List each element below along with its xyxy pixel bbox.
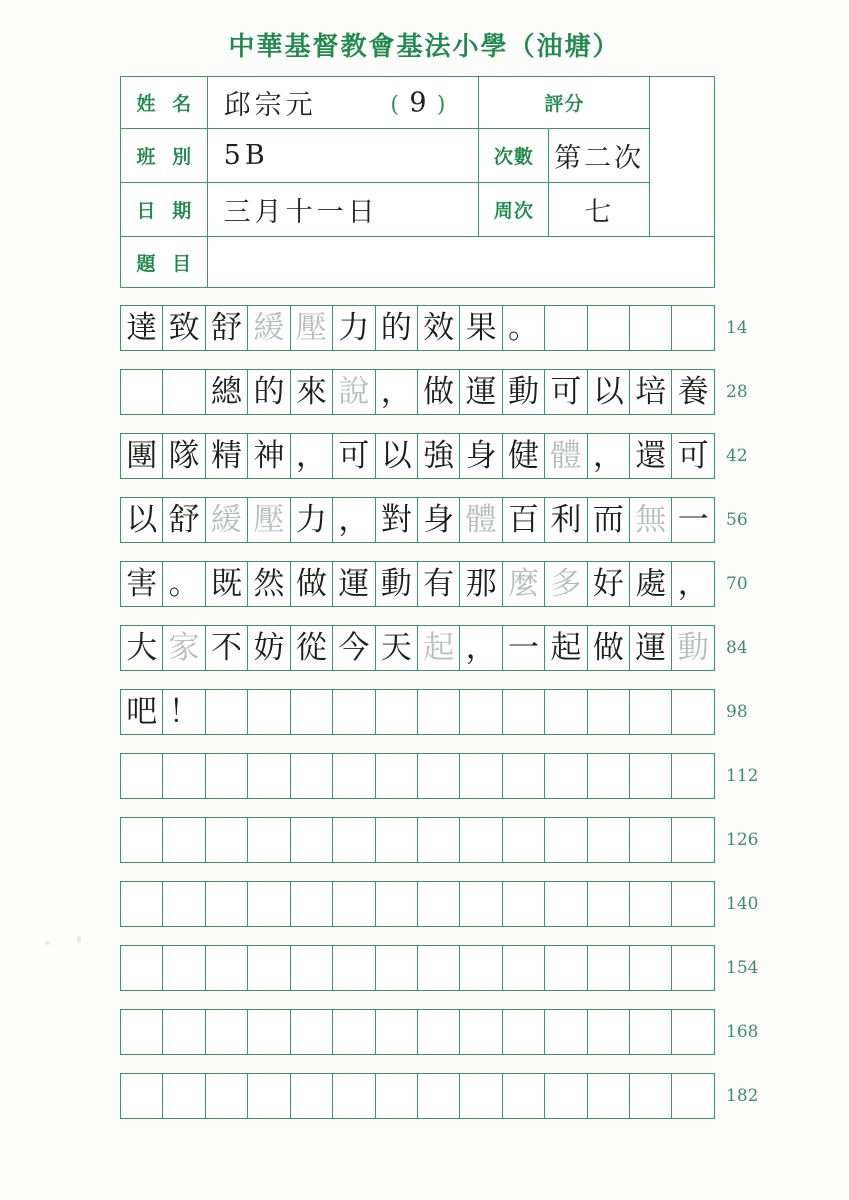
writing-cell[interactable]: 可 — [677, 437, 709, 474]
writing-cell[interactable] — [248, 882, 290, 926]
writing-cell[interactable]: 來 — [291, 370, 333, 414]
table-row-name — [121, 77, 715, 129]
writing-cell[interactable]: 動 — [677, 629, 709, 666]
writing-cell[interactable] — [672, 1074, 713, 1118]
writing-cell[interactable] — [672, 306, 713, 350]
writing-cell[interactable] — [333, 690, 375, 734]
writing-row-cells — [120, 305, 715, 351]
writing-cell[interactable] — [121, 754, 163, 798]
writing-cell[interactable] — [333, 946, 375, 990]
label-date: 日 期 — [121, 183, 208, 237]
writing-cell[interactable]: 身 — [418, 498, 460, 542]
writing-cell[interactable]: 壓 — [248, 498, 290, 542]
writing-cell[interactable]: 一 — [503, 626, 545, 670]
writing-cell[interactable] — [630, 882, 672, 926]
writing-cell[interactable]: 的 — [376, 306, 418, 350]
writing-cell[interactable] — [163, 882, 205, 926]
writing-cell[interactable]: 運 — [460, 370, 502, 414]
writing-cell[interactable] — [418, 754, 460, 798]
writing-cell[interactable]: 妨 — [248, 626, 290, 670]
writing-cell[interactable]: 精 — [206, 434, 248, 478]
writing-row — [120, 497, 780, 543]
writing-cell[interactable] — [630, 306, 672, 350]
writing-cell[interactable]: 體 — [545, 434, 587, 478]
writing-cell[interactable]: 吧 — [121, 690, 163, 734]
writing-row-cells — [120, 689, 715, 735]
writing-cell[interactable]: 從 — [291, 626, 333, 670]
writing-cell[interactable]: 緩 — [248, 306, 290, 350]
row-character-count: 126 — [726, 830, 759, 850]
row-character-count: 140 — [726, 894, 759, 914]
school-title: 中華基督教會基法小學（油塘） — [228, 32, 621, 62]
writing-cell[interactable] — [376, 754, 418, 798]
writing-cell[interactable] — [503, 1074, 545, 1118]
writing-cell[interactable] — [206, 754, 248, 798]
writing-cell[interactable] — [460, 818, 502, 862]
writing-cell[interactable]: 那 — [460, 562, 502, 606]
writing-row — [120, 1073, 780, 1119]
writing-cell[interactable] — [545, 946, 587, 990]
table-row-class — [121, 129, 715, 183]
writing-cell[interactable] — [503, 690, 545, 734]
writing-cell[interactable]: 無 — [630, 498, 672, 542]
writing-cell[interactable]: 培 — [630, 370, 672, 414]
writing-cell[interactable]: 體 — [460, 498, 502, 542]
writing-row-cells — [120, 369, 715, 415]
writing-cell[interactable]: 天 — [376, 626, 418, 670]
writing-cell[interactable] — [163, 1010, 205, 1054]
label-week: 周次 — [478, 183, 549, 237]
writing-cell[interactable] — [121, 370, 163, 414]
label-name: 姓 名 — [121, 77, 208, 129]
writing-row-cells — [120, 433, 715, 479]
writing-cell[interactable] — [163, 818, 205, 862]
writing-cell[interactable] — [376, 882, 418, 926]
writing-cell[interactable] — [206, 946, 248, 990]
writing-cell[interactable]: 可 — [333, 434, 375, 478]
writing-cell[interactable]: 健 — [503, 434, 545, 478]
writing-cell[interactable]: 利 — [545, 498, 587, 542]
writing-cell[interactable]: 力 — [333, 306, 375, 350]
writing-cell[interactable] — [503, 818, 545, 862]
writing-cell[interactable] — [545, 882, 587, 926]
writing-row-cells — [120, 881, 715, 927]
writing-cell[interactable] — [418, 1074, 460, 1118]
writing-cell[interactable]: 效 — [418, 306, 460, 350]
table-row-topic — [121, 237, 715, 288]
writing-cell[interactable] — [376, 818, 418, 862]
writing-row-cells — [120, 753, 715, 799]
writing-row-cells — [120, 1073, 715, 1119]
row-character-count: 56 — [726, 510, 748, 530]
paren-open: ( — [390, 92, 403, 117]
writing-cell[interactable]: 動 — [376, 562, 418, 606]
value-name: 邱宗元 — [223, 90, 317, 121]
writing-cell[interactable] — [333, 1074, 375, 1118]
label-times: 次數 — [478, 129, 549, 183]
writing-cell[interactable] — [248, 946, 290, 990]
writing-grid — [120, 305, 780, 1137]
writing-cell[interactable]: 神 — [248, 434, 290, 478]
writing-cell[interactable] — [248, 1010, 290, 1054]
writing-cell[interactable] — [206, 818, 248, 862]
writing-cell[interactable] — [333, 818, 375, 862]
writing-cell[interactable]: 。 — [503, 306, 545, 350]
writing-cell[interactable]: 緩 — [206, 498, 248, 542]
writing-cell[interactable] — [460, 1010, 502, 1054]
writing-cell[interactable]: 家 — [163, 626, 205, 670]
writing-cell[interactable] — [545, 690, 587, 734]
writing-cell[interactable] — [630, 1074, 672, 1118]
writing-cell[interactable] — [333, 1010, 375, 1054]
writing-cell[interactable] — [545, 1074, 587, 1118]
writing-cell[interactable]: 養 — [677, 373, 709, 410]
writing-cell[interactable]: ， — [588, 434, 630, 478]
writing-cell[interactable] — [588, 818, 630, 862]
writing-cell[interactable]: 做 — [291, 562, 333, 606]
writing-cell[interactable] — [291, 1074, 333, 1118]
writing-cell[interactable] — [291, 1010, 333, 1054]
value-week[interactable]: 七 — [549, 183, 650, 237]
writing-row — [120, 1009, 780, 1055]
writing-cell[interactable] — [291, 690, 333, 734]
writing-cell[interactable]: 做 — [588, 626, 630, 670]
writing-cell[interactable]: 。 — [163, 562, 205, 606]
row-character-count: 84 — [726, 638, 748, 658]
writing-row — [120, 305, 780, 351]
writing-cell[interactable]: ！ — [163, 690, 205, 734]
writing-cell[interactable] — [291, 818, 333, 862]
writing-cell[interactable]: 強 — [418, 434, 460, 478]
label-class: 班 別 — [121, 129, 208, 183]
writing-cell[interactable] — [291, 882, 333, 926]
scan-artifact — [77, 936, 81, 943]
writing-cell[interactable] — [460, 882, 502, 926]
writing-cell[interactable] — [418, 690, 460, 734]
writing-cell[interactable]: 而 — [588, 498, 630, 542]
student-number: 9 — [409, 87, 431, 118]
writing-row-cells — [120, 817, 715, 863]
writing-cell[interactable]: 力 — [291, 498, 333, 542]
writing-cell[interactable] — [588, 754, 630, 798]
writing-cell[interactable] — [545, 1010, 587, 1054]
writing-cell[interactable] — [503, 882, 545, 926]
writing-cell[interactable] — [672, 754, 713, 798]
writing-cell[interactable] — [376, 946, 418, 990]
writing-cell[interactable]: 團 — [121, 434, 163, 478]
writing-cell[interactable]: 總 — [206, 370, 248, 414]
writing-cell[interactable]: 以 — [588, 370, 630, 414]
writing-row — [120, 817, 780, 863]
writing-cell[interactable] — [588, 306, 630, 350]
writing-cell[interactable]: ， — [460, 626, 502, 670]
student-info-table — [120, 76, 715, 288]
writing-cell[interactable]: 舒 — [163, 498, 205, 542]
writing-cell[interactable] — [163, 754, 205, 798]
writing-cell[interactable] — [206, 882, 248, 926]
writing-cell[interactable]: 對 — [376, 498, 418, 542]
writing-cell[interactable] — [503, 1010, 545, 1054]
writing-row-cells — [120, 625, 715, 671]
writing-cell[interactable] — [121, 1074, 163, 1118]
writing-cell[interactable]: 動 — [503, 370, 545, 414]
writing-cell[interactable] — [545, 306, 587, 350]
row-character-count: 154 — [726, 958, 759, 978]
writing-cell[interactable] — [672, 818, 713, 862]
writing-cell[interactable] — [630, 1010, 672, 1054]
writing-cell[interactable]: 大 — [121, 626, 163, 670]
writing-row — [120, 945, 780, 991]
writing-cell[interactable] — [121, 882, 163, 926]
writing-cell[interactable] — [672, 946, 713, 990]
row-character-count: 70 — [726, 574, 748, 594]
value-score[interactable] — [650, 77, 715, 237]
writing-cell[interactable]: 身 — [460, 434, 502, 478]
writing-row — [120, 369, 780, 415]
writing-cell[interactable] — [376, 690, 418, 734]
value-date[interactable]: 三月十一日 — [207, 183, 478, 237]
writing-cell[interactable]: 壓 — [291, 306, 333, 350]
writing-cell[interactable] — [163, 1074, 205, 1118]
writing-cell[interactable] — [588, 1074, 630, 1118]
writing-cell[interactable] — [460, 690, 502, 734]
writing-cell[interactable] — [460, 1074, 502, 1118]
writing-cell[interactable] — [291, 946, 333, 990]
writing-cell[interactable] — [206, 1010, 248, 1054]
writing-cell[interactable] — [248, 818, 290, 862]
writing-cell[interactable]: 達 — [121, 306, 163, 350]
writing-cell[interactable] — [460, 754, 502, 798]
label-score: 評分 — [478, 77, 650, 129]
writing-cell[interactable]: ， — [376, 370, 418, 414]
writing-cell[interactable] — [460, 946, 502, 990]
writing-cell[interactable]: 果 — [460, 306, 502, 350]
writing-cell[interactable]: 致 — [163, 306, 205, 350]
writing-cell[interactable] — [163, 946, 205, 990]
writing-row — [120, 433, 780, 479]
writing-cell[interactable]: 多 — [545, 562, 587, 606]
writing-row — [120, 689, 780, 735]
writing-row — [120, 561, 780, 607]
row-character-count: 168 — [726, 1022, 759, 1042]
writing-cell[interactable]: 有 — [418, 562, 460, 606]
writing-cell[interactable]: 說 — [333, 370, 375, 414]
writing-cell[interactable] — [248, 754, 290, 798]
writing-cell[interactable]: ， — [291, 434, 333, 478]
writing-cell[interactable] — [418, 818, 460, 862]
writing-cell[interactable] — [248, 690, 290, 734]
writing-cell[interactable] — [588, 946, 630, 990]
writing-row-cells — [120, 945, 715, 991]
writing-cell[interactable] — [418, 946, 460, 990]
writing-cell[interactable] — [672, 882, 713, 926]
writing-cell[interactable]: 舒 — [206, 306, 248, 350]
writing-cell[interactable] — [206, 690, 248, 734]
writing-cell[interactable]: 運 — [333, 562, 375, 606]
writing-cell[interactable] — [630, 690, 672, 734]
writing-cell[interactable]: 做 — [418, 370, 460, 414]
writing-row — [120, 881, 780, 927]
writing-row-cells — [120, 1009, 715, 1055]
writing-cell[interactable] — [248, 1074, 290, 1118]
value-name-cell[interactable] — [207, 77, 478, 129]
writing-cell[interactable] — [588, 690, 630, 734]
writing-cell[interactable]: 今 — [333, 626, 375, 670]
value-times[interactable]: 第二次 — [549, 129, 650, 183]
writing-cell[interactable] — [121, 946, 163, 990]
writing-cell[interactable] — [672, 1010, 713, 1054]
writing-cell[interactable] — [630, 754, 672, 798]
writing-cell[interactable] — [121, 818, 163, 862]
value-class[interactable]: 5B — [207, 129, 478, 183]
row-character-count: 182 — [726, 1086, 759, 1106]
writing-cell[interactable] — [206, 1074, 248, 1118]
writing-cell[interactable]: 隊 — [163, 434, 205, 478]
writing-cell[interactable] — [333, 882, 375, 926]
writing-cell[interactable]: 害 — [121, 562, 163, 606]
writing-cell[interactable]: 可 — [545, 370, 587, 414]
paren-close: ) — [436, 92, 450, 117]
writing-cell[interactable]: 起 — [418, 626, 460, 670]
writing-cell[interactable] — [291, 754, 333, 798]
writing-cell[interactable]: 以 — [121, 498, 163, 542]
label-topic: 題 目 — [121, 237, 208, 288]
row-character-count: 112 — [726, 766, 759, 786]
writing-cell[interactable] — [630, 818, 672, 862]
row-character-count: 14 — [726, 318, 748, 338]
writing-cell[interactable] — [121, 1010, 163, 1054]
writing-cell[interactable] — [588, 882, 630, 926]
row-character-count: 42 — [726, 446, 748, 466]
writing-cell[interactable]: 百 — [503, 498, 545, 542]
row-character-count: 28 — [726, 382, 748, 402]
table-row-date — [121, 183, 715, 237]
writing-cell[interactable] — [545, 818, 587, 862]
value-topic[interactable] — [207, 237, 714, 288]
writing-cell[interactable]: 然 — [248, 562, 290, 606]
writing-cell[interactable]: ， — [333, 498, 375, 542]
writing-cell[interactable] — [418, 1010, 460, 1054]
writing-row — [120, 753, 780, 799]
writing-cell[interactable]: 起 — [545, 626, 587, 670]
writing-cell[interactable] — [503, 754, 545, 798]
writing-cell[interactable] — [163, 370, 205, 414]
writing-cell[interactable]: 處 — [630, 562, 672, 606]
writing-cell[interactable]: 既 — [206, 562, 248, 606]
writing-cell[interactable] — [333, 754, 375, 798]
writing-cell[interactable] — [630, 946, 672, 990]
writing-row-cells — [120, 497, 715, 543]
writing-cell[interactable] — [672, 690, 713, 734]
writing-row-cells — [120, 561, 715, 607]
writing-cell[interactable]: 一 — [677, 501, 709, 538]
writing-cell[interactable]: 不 — [206, 626, 248, 670]
writing-cell[interactable]: 麼 — [503, 562, 545, 606]
writing-cell[interactable]: 的 — [248, 370, 290, 414]
writing-cell[interactable] — [503, 946, 545, 990]
writing-cell[interactable]: 運 — [630, 626, 672, 670]
writing-cell[interactable]: 還 — [630, 434, 672, 478]
scan-artifact — [45, 941, 50, 945]
writing-cell[interactable] — [545, 754, 587, 798]
writing-row — [120, 625, 780, 671]
row-character-count: 98 — [726, 702, 748, 722]
student-number-group — [390, 87, 449, 118]
writing-cell[interactable]: ， — [677, 565, 709, 602]
writing-cell[interactable]: 好 — [588, 562, 630, 606]
writing-cell[interactable]: 以 — [376, 434, 418, 478]
writing-cell[interactable] — [376, 1010, 418, 1054]
writing-cell[interactable] — [418, 882, 460, 926]
writing-cell[interactable] — [588, 1010, 630, 1054]
writing-cell[interactable] — [376, 1074, 418, 1118]
